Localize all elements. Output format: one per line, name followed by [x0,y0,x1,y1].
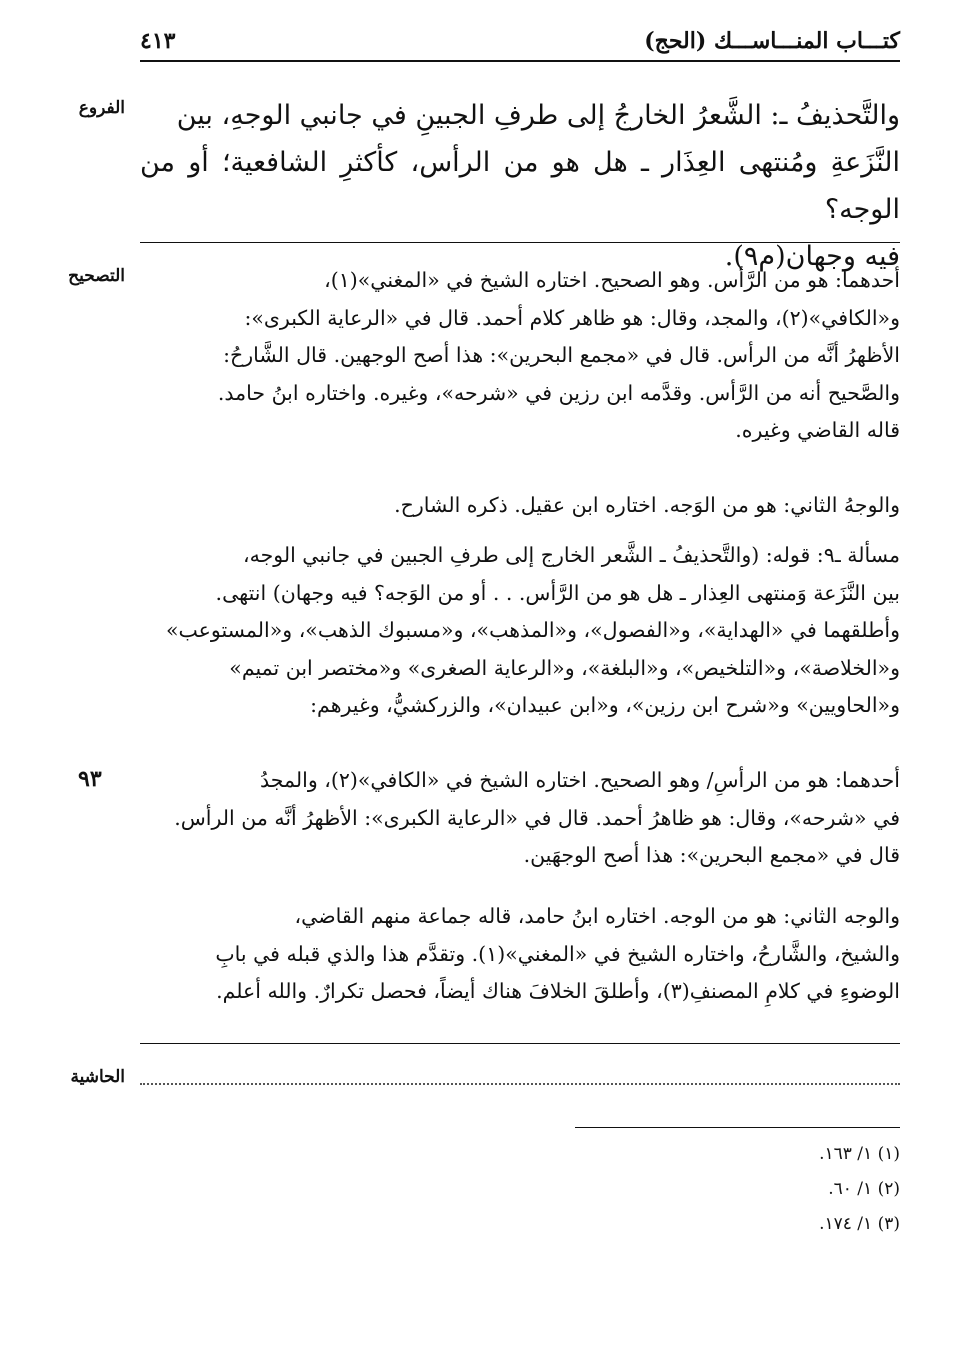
side-label-furu: الفروع [78,98,125,118]
footnote-1: (١) ١/ ١٦٣. [819,1144,900,1164]
section-divider [140,242,900,243]
book-title: كتـــاب المنـــاســـك (الحج) [644,28,900,54]
side-label-tashih: التصحيح [68,266,125,286]
footnote-rule [575,1127,900,1128]
section-divider-2 [140,1043,900,1044]
paragraph-4: أحدهما: هو من الرأسِ/ وهو الصحيح. اختاره الشيخ في «الكافي»(٢)، والمجدُ في «شرحه»، وقال: هو ظاهرُ أحمد. قال في «الرعاية الكبرى»: الأظهرُ أنَّه من الرأس. قال في «مجمع البحرين»: هذا أصح الوجهَين. [174,768,900,867]
main-text: والتَّحذيفُ ـ: الشَّعرُ الخارجُ إلى طرفِ الجبينِ في جانبي الوجهِ، بين النَّزَعةِ ومُنتهى العِذَار ـ هل هو من الرأس، كأكثرِ الشافعية؛ أو من الوجه؟ فيه وجهان(م٩). [140,100,900,272]
side-label-hashiya: الحاشية [70,1067,125,1087]
header-rule [140,60,900,62]
dotted-line [140,1065,900,1085]
paragraph-2: والوجهُ الثاني: هو من الوَجه. اختاره ابن عقيل. ذكره الشارح. [394,493,900,517]
margin-number: ٩٣ [78,766,102,792]
page-header [140,20,900,54]
paragraph-1: أحدهما: هو من الرَّأس. وهو الصحيح. اختاره الشيخ في «المغني»(١)، و«الكافي»(٢)، والمجد، وقال: هو ظاهر كلام أحمد. قال في «الرعاية الكبرى»: الأظهرُ أنَّه من الرأس. قال في «مجمع البحرين»: هذا أصح الوجهين. قال الشَّارحُ: والصَّحيح أنه من الرَّأس. وقدَّمه ابن رزين في «شرحه»، وغيره. واختاره ابنُ حامد. قاله القاضي وغيره. [217,268,900,442]
page-number: ٤١٣ [140,28,176,54]
footnotes [600,1137,900,1242]
paragraph-masala-9: مسألة ـ٩: قوله: (والتَّحذيفُ ـ الشَّعر الخارج إلى طرفِ الجبين في جانبي الوجه، بين النَّزَعة وَمنتهى العِذار ـ هل هو من الرَّأس. . . أو من الوَجه؟ فيه وجهان) انتهى. وأطلقهما في «الهداية»، و«الفصول»، و«المذهب»، و«مسبوك الذهب»، و«المستوعب» و«الخلاصة»، و«التلخيص»، و«البلغة»، و«الرعاية الصغرى» و«مختصر ابن تميم» و«الحاويين» و«شرح ابن رزين»، و«ابن عبيدان»، والزركشيُّ، وغيرهم: [165,543,900,717]
footnote-3: (٣) ١/ ١٧٤. [819,1214,900,1234]
paragraph-5: والوجه الثاني: هو من الوجه. اختاره ابنُ حامد، قاله جماعة منهم القاضي، والشيخ، والشَّارحُ، واختاره الشيخ في «المغني»(١). وتقدَّم هذا والذي قبله في بابِ الوضوءِ في كلامِ المصنفِ(٣)، وأطلقَ الخلافَ هناك أيضاً، فحصل تكرارٌ. والله أعلم. [215,904,900,1003]
footnote-2: (٢) ١/ ٦٠. [828,1179,900,1199]
